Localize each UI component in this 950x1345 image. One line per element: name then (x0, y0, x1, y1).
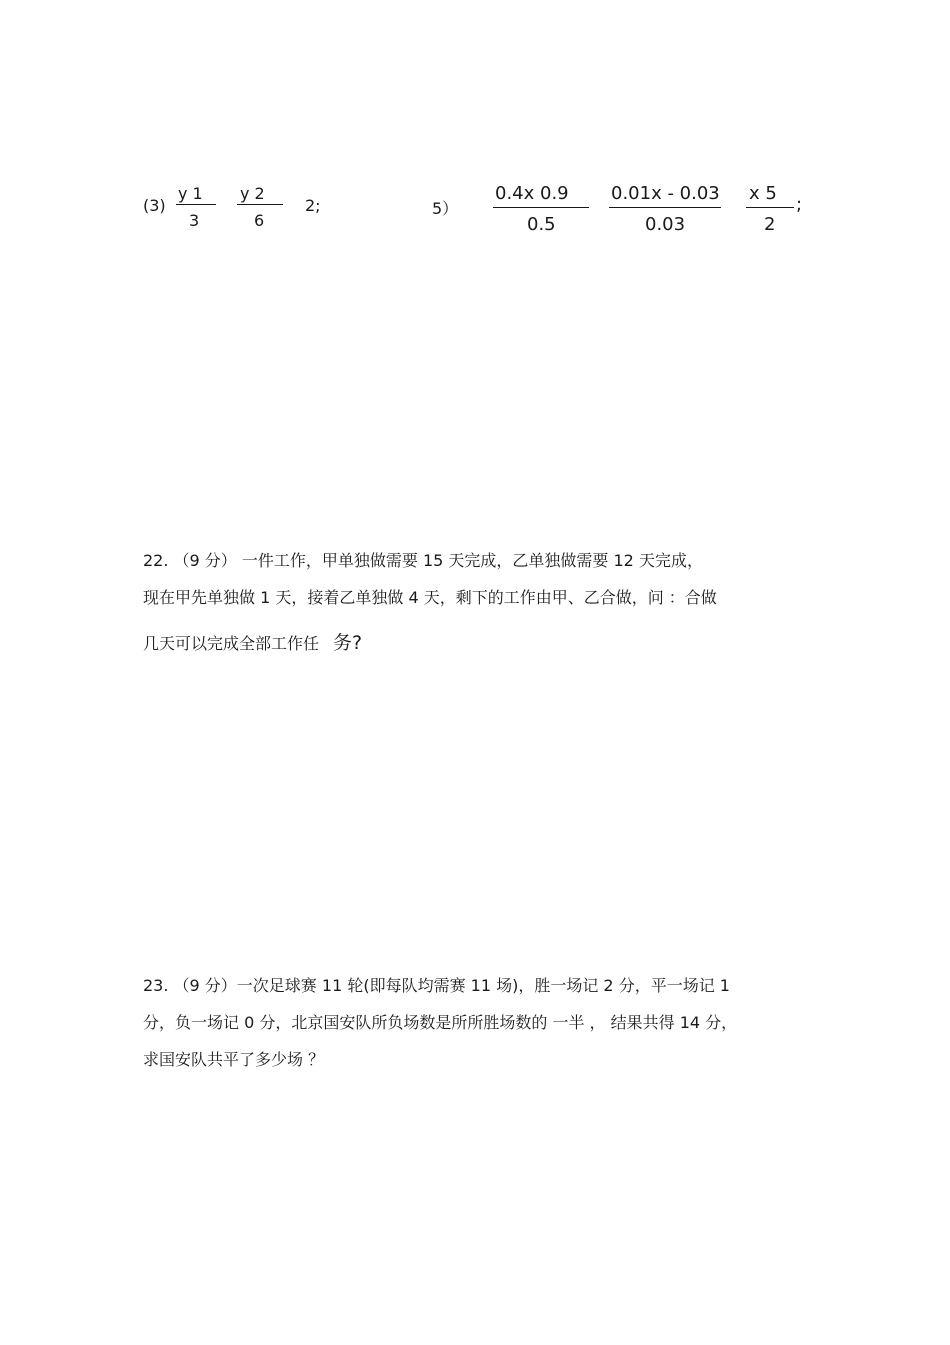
fraction-2-denominator: 0.03 (645, 214, 686, 235)
question-22-line-3 (143, 632, 362, 655)
equation-5-tail: ; (796, 194, 803, 215)
fraction-bar (746, 207, 794, 208)
fraction-3-numerator: x 5 (749, 183, 777, 204)
fraction-1-denominator: 3 (189, 211, 200, 230)
fraction-1-numerator: y 1 (178, 184, 203, 203)
question-23-line-3: 求国安队共平了多少场 ？ (143, 1050, 325, 1069)
question-22-line-3-end: 务? (333, 632, 363, 654)
question-22-line-3-text: 几天可以完成全部工作任 (143, 634, 320, 653)
fraction-bar (609, 207, 721, 208)
equation-5-label: 5） (432, 199, 459, 218)
fraction-3-denominator: 2 (764, 214, 776, 235)
question-23-line-2: 分，负一场记 0 分，北京国安队所负场数是所所胜场数的 一半 ， 结果共得 14 分， (143, 1013, 738, 1032)
fraction-2-numerator: 0.01x - 0.03 (611, 183, 720, 204)
equation-3-label: (3) (143, 196, 166, 215)
question-22-line-1: 22. （9 分） 一件工作，甲单独做需要 15 天完成，乙单独做需要 12 天完成， (143, 551, 703, 570)
fraction-bar (493, 207, 589, 208)
fraction-2-numerator: y 2 (240, 184, 265, 203)
fraction-2-denominator: 6 (254, 211, 265, 230)
equation-3-rhs: 2; (305, 196, 321, 215)
question-22-line-2: 现在甲先单独做 1 天，接着乙单独做 4 天，剩下的工作由甲、乙合做，问 ：合做 (143, 588, 717, 607)
fraction-1-numerator: 0.4x 0.9 (495, 183, 569, 204)
fraction-bar (237, 204, 283, 205)
fraction-1-denominator: 0.5 (527, 214, 556, 235)
fraction-bar (176, 204, 216, 205)
question-23-line-1: 23. （9 分）一次足球赛 11 轮(即每队均需赛 11 场)，胜一场记 2 分，平一场记 1 (143, 976, 730, 995)
